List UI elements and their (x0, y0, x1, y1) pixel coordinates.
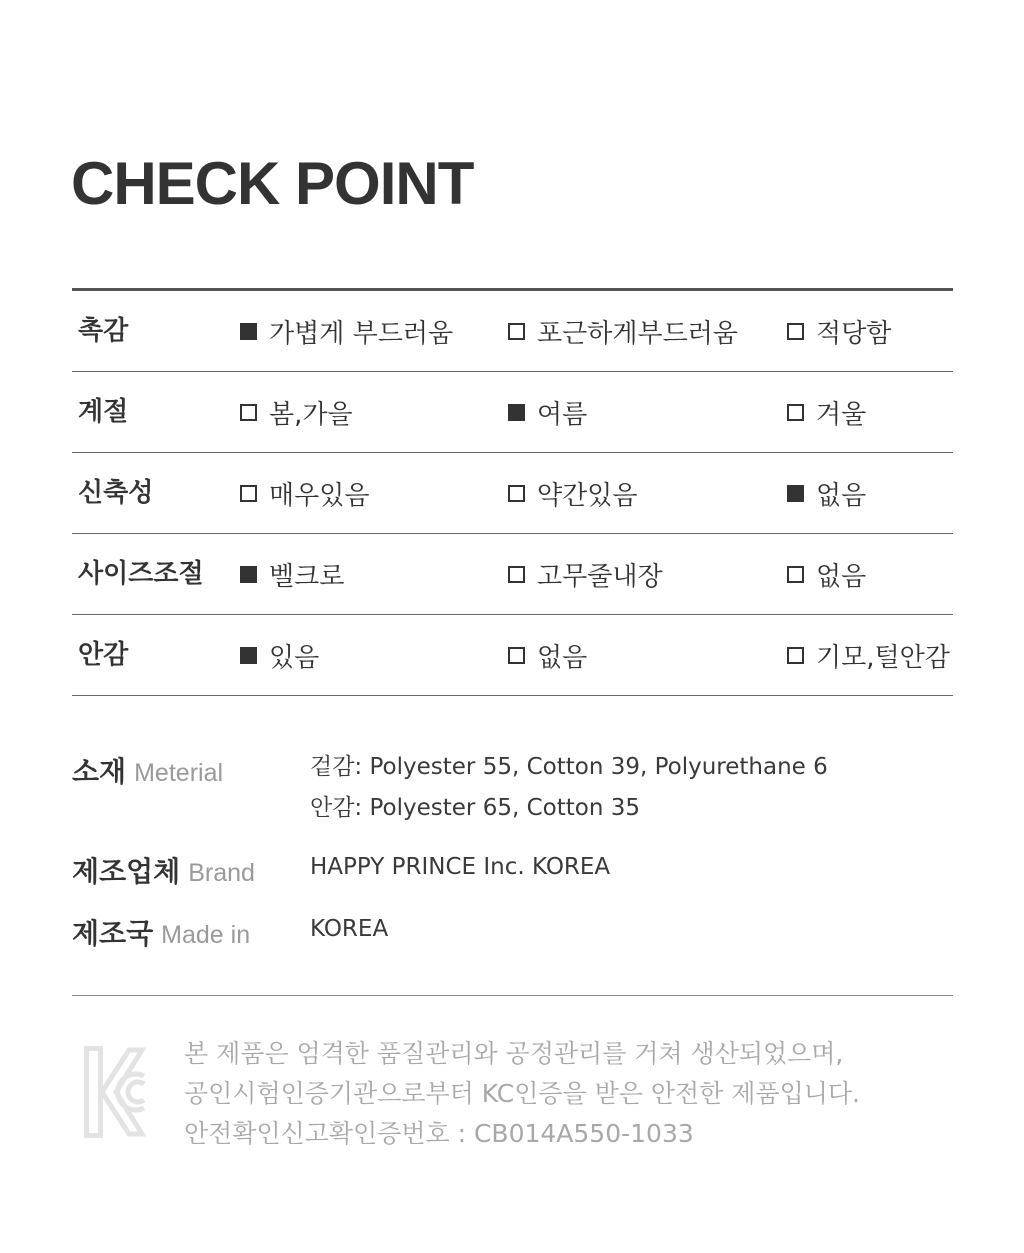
option (240, 372, 353, 453)
material-label-en: Meterial (134, 759, 224, 787)
option-label: 없음 (816, 481, 867, 511)
page-title: CHECK POINT (71, 150, 474, 217)
checkbox-icon (787, 323, 804, 340)
option (787, 372, 866, 453)
checkbox-icon (240, 404, 257, 421)
option-label: 벨크로 (269, 562, 345, 592)
cert-line: 안전확인신고확인증번호 : CB014A550-1033 (184, 1119, 694, 1148)
brand-label: 제조업체 (72, 855, 181, 888)
option-label: 약간있음 (537, 481, 638, 511)
checkbox-icon (240, 323, 257, 340)
option-label: 겨울 (816, 400, 867, 430)
option (508, 372, 587, 453)
option (787, 453, 866, 534)
checkbox-icon (240, 485, 257, 502)
option-label: 고무줄내장 (537, 562, 663, 592)
origin-label: 제조국 (72, 917, 154, 950)
option (508, 615, 587, 696)
checkbox-icon (508, 566, 525, 583)
option-label: 기모,털안감 (816, 643, 950, 673)
checkbox-icon (240, 647, 257, 664)
option-label: 적당함 (816, 319, 892, 349)
option (240, 453, 369, 534)
option-label: 가볍게 부드러움 (269, 319, 454, 349)
table-row (72, 372, 953, 453)
checkbox-icon (787, 485, 804, 502)
brand-value: HAPPY PRINCE Inc. KOREA (310, 854, 611, 880)
checkbox-icon (508, 485, 525, 502)
option (508, 453, 637, 534)
option-label: 없음 (816, 562, 867, 592)
material-outer: 겉감: Polyester 55, Cotton 39, Polyurethane 6 (310, 754, 828, 780)
row-label: 사이즈조절 (78, 559, 204, 589)
checkbox-icon (240, 566, 257, 583)
origin-value: KOREA (310, 916, 389, 942)
option-label: 봄,가을 (269, 400, 353, 430)
row-label: 계절 (78, 397, 129, 427)
option (787, 615, 950, 696)
table-row (72, 291, 953, 372)
cert-line: 본 제품은 엄격한 품질관리와 공정관리를 거쳐 생산되었으며, (184, 1039, 844, 1068)
table-row (72, 615, 953, 696)
option (508, 291, 738, 372)
option (240, 615, 319, 696)
checkbox-icon (508, 647, 525, 664)
option (787, 291, 891, 372)
option (787, 534, 866, 615)
origin-label-en: Made in (161, 921, 251, 949)
cert-line: 공인시험인증기관으로부터 KC인증을 받은 안전한 제품입니다. (184, 1079, 860, 1108)
option-label: 있음 (269, 643, 320, 673)
option (508, 534, 663, 615)
material-label: 소재 (72, 755, 127, 788)
option (240, 291, 453, 372)
kc-mark-icon (84, 1046, 146, 1138)
table-row (72, 453, 953, 534)
option-label: 매우있음 (269, 481, 370, 511)
option-label: 여름 (537, 400, 588, 430)
divider (72, 995, 953, 996)
check-point-table (72, 288, 953, 696)
row-label: 촉감 (78, 316, 129, 346)
checkbox-icon (787, 566, 804, 583)
checkbox-icon (787, 404, 804, 421)
option (240, 534, 344, 615)
material-lining: 안감: Polyester 65, Cotton 35 (310, 795, 640, 821)
option-label: 포근하게부드러움 (537, 319, 738, 349)
brand-label-en: Brand (188, 859, 255, 887)
row-label: 안감 (78, 640, 129, 670)
row-label: 신축성 (78, 478, 154, 508)
certification-notice (184, 1034, 860, 1154)
table-row (72, 534, 953, 615)
checkbox-icon (508, 323, 525, 340)
checkbox-icon (787, 647, 804, 664)
checkbox-icon (508, 404, 525, 421)
option-label: 없음 (537, 643, 588, 673)
